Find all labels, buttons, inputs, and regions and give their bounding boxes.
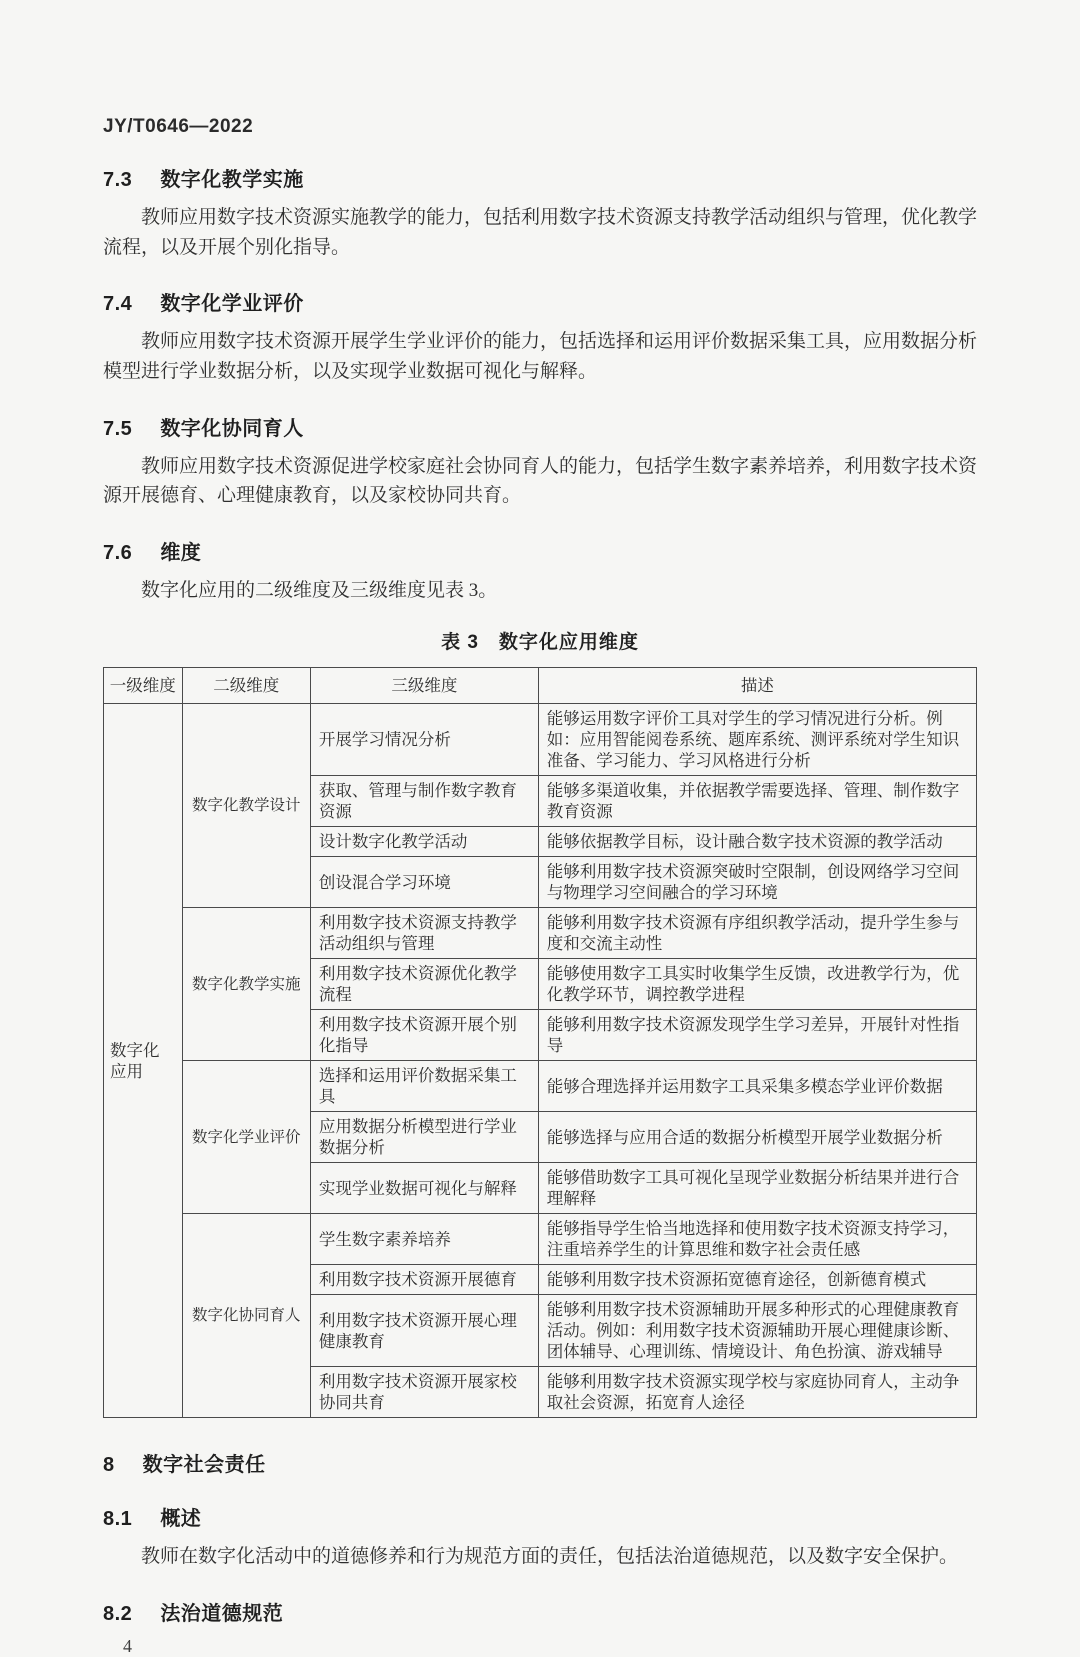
cell-desc: 能够借助数字工具可视化呈现学业数据分析结果并进行合理解释: [538, 1163, 976, 1214]
cell-desc: 能够选择与应用合适的数据分析模型开展学业数据分析: [538, 1112, 976, 1163]
section-number: 8.2: [103, 1603, 133, 1625]
table-caption: 表 3 数字化应用维度: [441, 632, 639, 654]
cell-level2: 数字化协同育人: [182, 1214, 310, 1418]
header-level3: 三级维度: [310, 668, 538, 704]
header-desc: 描述: [538, 668, 976, 704]
cell-desc: 能够利用数字技术资源拓宽德育途径，创新德育模式: [538, 1265, 976, 1295]
section-title: 法治道德规范: [160, 1603, 284, 1625]
cell-level3: 利用数字技术资源开展个别化指导: [310, 1010, 538, 1061]
cell-level2: 数字化教学设计: [182, 704, 310, 908]
section-number: 7.3: [103, 169, 133, 191]
cell-desc: 能够利用数字技术资源突破时空限制，创设网络学习空间与物理学习空间融合的学习环境: [538, 857, 976, 908]
section-paragraph-8-1: 教师在数字化活动中的道德修养和行为规范方面的责任，包括法治道德规范，以及数字安全保护。: [141, 1546, 959, 1568]
cell-level3: 获取、管理与制作数字教育资源: [310, 776, 538, 827]
cell-level3: 利用数字技术资源支持教学活动组织与管理: [310, 908, 538, 959]
cell-level3: 利用数字技术资源开展家校协同共育: [310, 1367, 538, 1418]
cell-desc: 能够利用数字技术资源有序组织教学活动，提升学生参与度和交流主动性: [538, 908, 976, 959]
doc-code: JY/T0646—2022: [103, 116, 254, 137]
cell-level3: 设计数字化教学活动: [310, 827, 538, 857]
section-heading-7-5: [103, 412, 977, 441]
section-number: 7.6: [103, 541, 133, 564]
header-level2: 二级维度: [182, 668, 310, 704]
section-heading-8: [103, 1448, 977, 1477]
section-title: 维度: [160, 541, 202, 564]
cell-level3: 实现学业数据可视化与解释: [310, 1163, 538, 1214]
section-number: 7.4: [103, 293, 133, 316]
cell-desc: 能够利用数字技术资源辅助开展多种形式的心理健康教育活动。例如：利用数字技术资源辅助开展心理健康诊断、团体辅导、心理训练、情境设计、角色扮演、游戏辅导: [538, 1295, 976, 1367]
cell-level2: 数字化学业评价: [182, 1061, 310, 1214]
cell-desc: 能够利用数字技术资源实现学校与家庭协同育人，主动争取社会资源，拓宽育人途径: [538, 1367, 976, 1418]
section-heading-7-3: [103, 163, 977, 192]
section-heading-7-6: [103, 536, 977, 565]
table-header-row: [104, 668, 977, 704]
section-number: 7.5: [103, 417, 133, 440]
cell-level3: 选择和运用评价数据采集工具: [310, 1061, 538, 1112]
table-row: [104, 704, 977, 776]
cell-level1: 数字化应用: [104, 704, 183, 1418]
cell-level2: 数字化教学实施: [182, 908, 310, 1061]
cell-level3: 利用数字技术资源开展德育: [310, 1265, 538, 1295]
cell-level3: 利用数字技术资源开展心理健康教育: [310, 1295, 538, 1367]
section-title: 数字社会责任: [142, 1454, 266, 1477]
dimension-table: [103, 667, 977, 1418]
table-row: [104, 1061, 977, 1112]
section-paragraph-7-3: 教师应用数字技术资源实施教学的能力，包括利用数字技术资源支持教学活动组织与管理，优化教学流程，以及开展个别化指导。: [103, 207, 978, 258]
cell-level3: 开展学习情况分析: [310, 704, 538, 776]
cell-desc: 能够依据教学目标，设计融合数字技术资源的教学活动: [538, 827, 976, 857]
cell-level3: 应用数据分析模型进行学业数据分析: [310, 1112, 538, 1163]
section-title: 概述: [160, 1508, 202, 1531]
section-paragraph-7-4: 教师应用数字技术资源开展学生学业评价的能力，包括选择和运用评价数据采集工具，应用数据分析模型进行学业数据分析，以及实现学业数据可视化与解释。: [103, 331, 978, 382]
cell-desc: 能够利用数字技术资源发现学生学习差异，开展针对性指导: [538, 1010, 976, 1061]
section-heading-7-4: [103, 287, 977, 316]
section-paragraph-7-5: 教师应用数字技术资源促进学校家庭社会协同育人的能力，包括学生数字素养培养，利用数字技术资源开展德育、心理健康教育，以及家校协同共育。: [103, 455, 978, 507]
page-number: 4: [123, 1636, 132, 1656]
section-number: 8: [103, 1454, 115, 1477]
section-title: 数字化学业评价: [160, 293, 304, 316]
cell-desc: 能够合理选择并运用数字工具采集多模态学业评价数据: [538, 1061, 976, 1112]
cell-level3: 学生数字素养培养: [310, 1214, 538, 1265]
section-title: 数字化教学实施: [160, 169, 304, 191]
section-number: 8.1: [103, 1508, 133, 1531]
section-heading-8-1: [103, 1502, 977, 1531]
table-row: [104, 1214, 977, 1265]
cell-desc: 能够指导学生恰当地选择和使用数字技术资源支持学习，注重培养学生的计算思维和数字社会责任感: [538, 1214, 976, 1265]
section-paragraph-7-6: 数字化应用的二级维度及三级维度见表 3。: [141, 579, 498, 601]
cell-desc: 能够使用数字工具实时收集学生反馈，改进教学行为，优化教学环节，调控教学进程: [538, 959, 976, 1010]
section-heading-8-2: [103, 1597, 977, 1626]
cell-level3: 创设混合学习环境: [310, 857, 538, 908]
table-row: [104, 908, 977, 959]
header-level1: 一级维度: [104, 668, 183, 704]
cell-level3: 利用数字技术资源优化教学流程: [310, 959, 538, 1010]
cell-desc: 能够多渠道收集，并依据教学需要选择、管理、制作数字教育资源: [538, 776, 976, 827]
section-title: 数字化协同育人: [160, 417, 304, 440]
cell-desc: 能够运用数字评价工具对学生的学习情况进行分析。例如：应用智能阅卷系统、题库系统、测评系统对学生知识准备、学习能力、学习风格进行分析: [538, 704, 976, 776]
